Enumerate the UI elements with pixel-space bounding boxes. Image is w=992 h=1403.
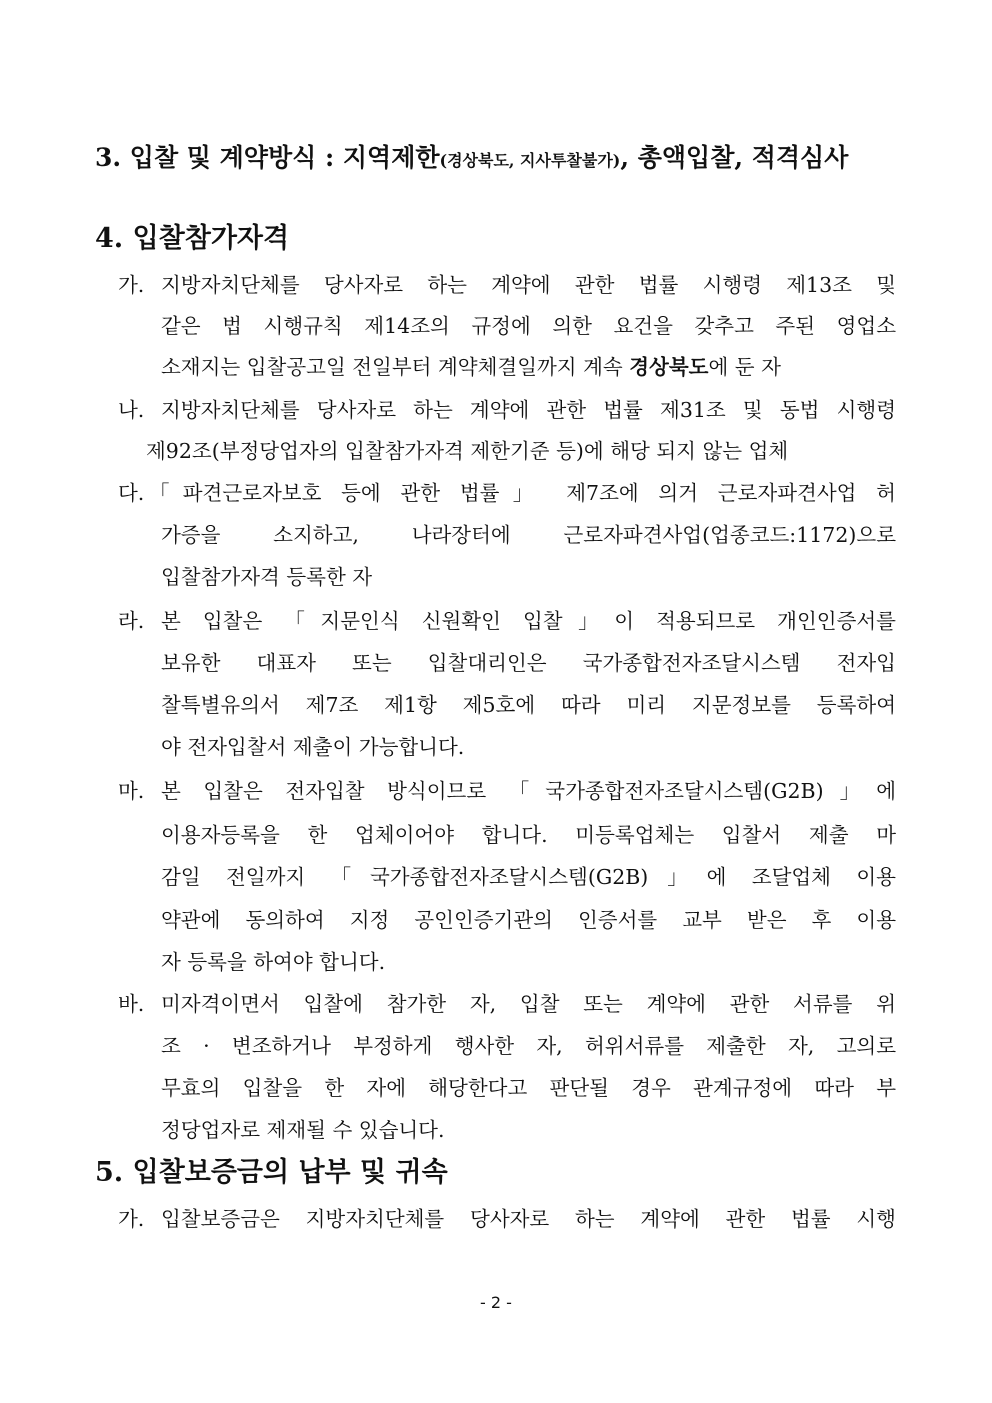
item-4-na-line-2: 제92조(부정당업자의 입찰참가자격 제한기준 등)에 해당 되지 않는 업체 bbox=[146, 439, 789, 463]
section-4-heading: 4. 입찰참가자격 bbox=[95, 223, 290, 254]
item-5-ga-line-1: 입찰보증금은 지방자치단체를 당사자로 하는 계약에 관한 법률 시행 bbox=[161, 1207, 896, 1231]
item-4-ma-line-4: 약관에 동의하여 지정 공인인증기관의 인증서를 교부 받은 후 이용 bbox=[161, 908, 896, 932]
item-4-ga-line-3-pre: 소재지는 입찰공고일 전일부터 계약체결일까지 계속 bbox=[161, 355, 630, 379]
region-highlight: 경상북도 bbox=[629, 355, 709, 379]
item-4-ga-line-1: 지방자치단체를 당사자로 하는 계약에 관한 법률 시행령 제13조 및 bbox=[161, 273, 896, 297]
item-4-na-marker: 나. bbox=[118, 398, 145, 422]
item-4-ga-line-3-post: 에 둔 자 bbox=[708, 355, 781, 379]
item-4-ra-line-2: 보유한 대표자 또는 입찰대리인은 국가종합전자조달시스템 전자입 bbox=[161, 651, 896, 675]
item-4-da-line-1: 「파견근로자보호 등에 관한 법률」 제7조에 의거 근로자파견사업 허 bbox=[149, 481, 896, 505]
item-4-ra-line-4: 야 전자입찰서 제출이 가능합니다. bbox=[161, 735, 465, 759]
item-4-ba-line-1: 미자격이면서 입찰에 참가한 자, 입찰 또는 계약에 관한 서류를 위 bbox=[161, 992, 896, 1016]
item-4-ma-line-3: 감일 전일까지 「국가종합전자조달시스템(G2B)」에 조달업체 이용 bbox=[161, 865, 896, 889]
item-4-ga-line-2: 같은 법 시행규칙 제14조의 규정에 의한 요건을 갖추고 주된 영업소 bbox=[161, 314, 896, 338]
item-4-ba-line-3: 무효의 입찰을 한 자에 해당한다고 판단될 경우 관계규정에 따라 부 bbox=[161, 1076, 896, 1100]
item-4-ga-marker: 가. bbox=[118, 273, 145, 297]
item-4-ra-line-1: 본 입찰은 「지문인식 신원확인 입찰」이 적용되므로 개인인증서를 bbox=[161, 609, 896, 633]
page-number: - 2 - bbox=[480, 1293, 512, 1312]
item-4-da-line-3: 입찰참가자격 등록한 자 bbox=[161, 565, 373, 589]
item-4-da-marker: 다. bbox=[118, 481, 145, 505]
item-4-ra-line-3: 찰특별유의서 제7조 제1항 제5호에 따라 미리 지문정보를 등록하여 bbox=[161, 693, 896, 717]
section-3-heading bbox=[95, 138, 848, 174]
item-5-ga-marker: 가. bbox=[118, 1207, 145, 1231]
section-3-heading-note: (경상북도, 지사투찰불가) bbox=[439, 151, 621, 170]
item-4-da-line-2: 가증을 소지하고, 나라장터에 근로자파견사업(업종코드:1172)으로 bbox=[161, 523, 896, 547]
section-3-heading-main: 3. 입찰 및 계약방식 : 지역제한 bbox=[95, 143, 440, 172]
item-4-ma-line-2: 이용자등록을 한 업체이어야 합니다. 미등록업체는 입찰서 제출 마 bbox=[161, 823, 896, 847]
item-4-ma-marker: 마. bbox=[118, 779, 145, 803]
item-4-ba-line-2: 조 · 변조하거나 부정하게 행사한 자, 허위서류를 제출한 자, 고의로 bbox=[161, 1034, 896, 1058]
section-3-heading-tail: , 총액입찰, 적격심사 bbox=[620, 143, 849, 172]
item-4-ga-line-3 bbox=[161, 350, 781, 380]
item-4-ba-marker: 바. bbox=[118, 992, 145, 1016]
item-4-ma-line-5: 자 등록을 하여야 합니다. bbox=[161, 950, 386, 974]
item-4-ra-marker: 라. bbox=[118, 609, 145, 633]
item-4-ma-line-1: 본 입찰은 전자입찰 방식이므로 「국가종합전자조달시스템(G2B)」에 bbox=[161, 779, 896, 803]
item-4-ba-line-4: 정당업자로 제재될 수 있습니다. bbox=[161, 1118, 445, 1142]
section-5-heading: 5. 입찰보증금의 납부 및 귀속 bbox=[95, 1157, 448, 1188]
item-4-na-line-1: 지방자치단체를 당사자로 하는 계약에 관한 법률 제31조 및 동법 시행령 bbox=[161, 398, 896, 422]
